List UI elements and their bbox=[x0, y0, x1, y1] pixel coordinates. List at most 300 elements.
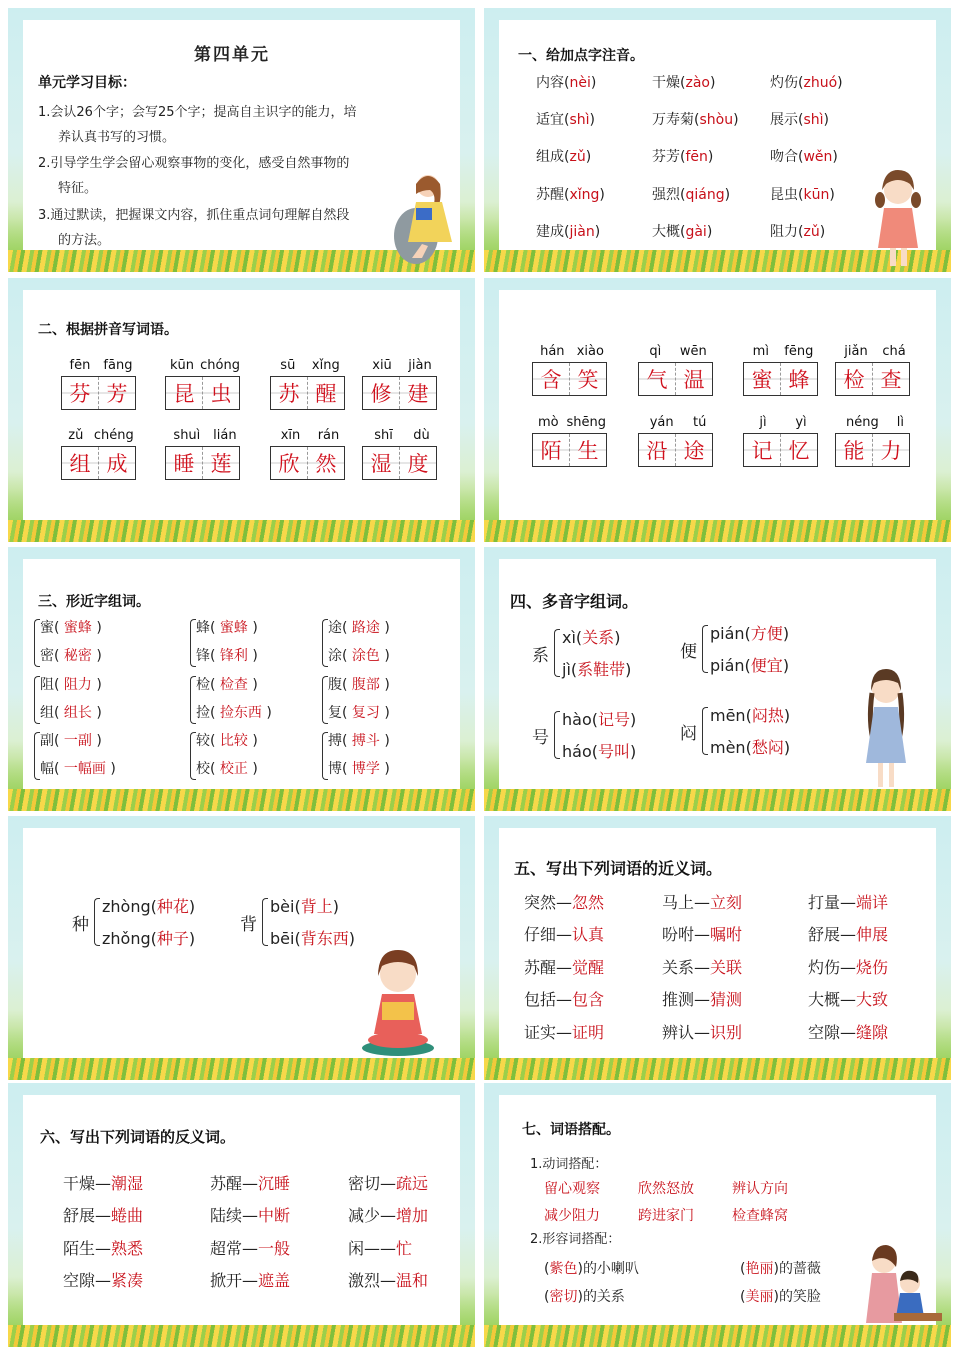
answer-word: 温和 bbox=[396, 1271, 429, 1290]
answer-word: 中断 bbox=[258, 1206, 291, 1225]
section-heading: 四、多音字组词。 bbox=[510, 592, 639, 611]
word: 内容 bbox=[536, 75, 564, 91]
word-pair bbox=[210, 1268, 290, 1291]
pinyin-label bbox=[167, 358, 243, 373]
answer-word: 密切 bbox=[549, 1289, 578, 1305]
pinyin-answer: wěn bbox=[803, 149, 833, 165]
pinyin-syllable: fēng bbox=[784, 344, 814, 359]
paren: ( bbox=[342, 761, 352, 777]
pinyin-syllable: jì bbox=[759, 415, 767, 430]
word: 大概— bbox=[808, 990, 857, 1009]
word-pair bbox=[348, 1236, 412, 1259]
goal-line: 养认真书写的习惯。 bbox=[58, 130, 176, 145]
verb-phrase: 欣然怒放 bbox=[638, 1181, 694, 1197]
paren: ) bbox=[773, 1261, 779, 1277]
grass-decoration bbox=[484, 1058, 951, 1080]
character: 阻 bbox=[40, 677, 54, 693]
paren: ( bbox=[798, 187, 804, 203]
answer-word: 端详 bbox=[856, 893, 889, 912]
answer-word: 猜测 bbox=[710, 990, 743, 1009]
answer-word: 捡东西 bbox=[219, 705, 262, 721]
paren: ( bbox=[342, 733, 352, 749]
pinyin-syllable: fāng bbox=[103, 358, 133, 373]
answer-word: 秘密 bbox=[63, 648, 92, 664]
paren: ) bbox=[91, 705, 102, 721]
word: 干燥— bbox=[63, 1174, 112, 1193]
answer-word: 立刻 bbox=[710, 893, 743, 912]
noun-phrase: 的小喇叭 bbox=[582, 1261, 639, 1277]
annotate-item bbox=[652, 109, 739, 129]
paren: ) bbox=[91, 648, 102, 664]
character: 莲 bbox=[203, 447, 239, 479]
pinyin-answer: nèi bbox=[569, 75, 591, 91]
paren: ( bbox=[680, 75, 686, 91]
paren: ( bbox=[210, 705, 220, 721]
paren: ( bbox=[544, 1289, 550, 1305]
answer-word: 忙 bbox=[396, 1239, 413, 1258]
pinyin-label bbox=[272, 358, 348, 373]
word-pair bbox=[348, 1171, 428, 1194]
pinyin-answer: gài bbox=[685, 224, 707, 240]
pinyin-answer: xǐng bbox=[569, 187, 600, 203]
character: 锋 bbox=[196, 648, 210, 664]
paren: ) bbox=[630, 742, 637, 761]
char-group-item bbox=[40, 730, 102, 750]
word: 苏醒— bbox=[524, 958, 573, 977]
paren: ( bbox=[342, 705, 352, 721]
pinyin-label bbox=[534, 344, 610, 359]
tianzige-box bbox=[165, 376, 240, 410]
word-pair bbox=[63, 1236, 143, 1259]
annotate-item bbox=[536, 184, 605, 204]
annotate-item bbox=[652, 184, 730, 204]
word-pair bbox=[348, 1268, 428, 1291]
noun-phrase: 的笑脸 bbox=[778, 1289, 821, 1305]
character: 蜂 bbox=[781, 363, 817, 395]
character: 笑 bbox=[570, 363, 606, 395]
char-group-item bbox=[196, 730, 258, 750]
paren: ) bbox=[247, 677, 258, 693]
slide-1 bbox=[8, 8, 475, 272]
pinyin-syllable: jiǎn bbox=[844, 344, 868, 359]
answer-word: 包含 bbox=[572, 990, 605, 1009]
slide-5 bbox=[8, 547, 475, 811]
annotate-item bbox=[770, 72, 843, 92]
goal-line: 2.引导学生学会留心观察事物的变化，感受自然事物的 bbox=[38, 156, 350, 171]
paren: ) bbox=[707, 149, 714, 165]
word: 仔细— bbox=[524, 925, 573, 944]
paren: ) bbox=[348, 929, 355, 948]
goal-line: 3.通过默读，把握课文内容，抓住重点词句理解自然段 bbox=[38, 208, 350, 223]
character: 涂 bbox=[328, 648, 342, 664]
tianzige-box bbox=[638, 362, 713, 396]
word: 大概 bbox=[652, 224, 680, 240]
paren: ( bbox=[564, 224, 570, 240]
char-group-item bbox=[328, 758, 390, 778]
pinyin-syllable: lì bbox=[896, 415, 904, 430]
pinyin-answer: fēn bbox=[685, 149, 708, 165]
answer-word: 蜜蜂 bbox=[63, 620, 92, 636]
tianzige-box bbox=[362, 376, 437, 410]
paren: ) bbox=[91, 677, 102, 693]
word: 证实— bbox=[524, 1023, 573, 1042]
pinyin-syllable: xiào bbox=[576, 344, 604, 359]
paren: ) bbox=[188, 929, 196, 948]
adj-phrase bbox=[740, 1286, 821, 1306]
paren: ) bbox=[379, 761, 390, 777]
word-pair bbox=[63, 1171, 143, 1194]
character: 蜜 bbox=[744, 363, 781, 395]
answer-word: 紧凑 bbox=[111, 1271, 144, 1290]
answer-word: 一副 bbox=[63, 733, 92, 749]
answer-word: 锋利 bbox=[219, 648, 248, 664]
paren: ) bbox=[594, 224, 601, 240]
paren: ) bbox=[577, 1261, 583, 1277]
answer-word: 沉睡 bbox=[258, 1174, 291, 1193]
pinyin-label bbox=[167, 428, 243, 443]
tianzige-box bbox=[835, 362, 910, 396]
character: 校 bbox=[196, 761, 210, 777]
answer-word: 伸展 bbox=[856, 925, 889, 944]
word: 吻合 bbox=[770, 149, 798, 165]
slide-7 bbox=[8, 816, 475, 1080]
tianzige-box bbox=[165, 446, 240, 480]
char-group-item bbox=[328, 730, 390, 750]
tianzige-box bbox=[835, 433, 910, 467]
answer-word: 种花 bbox=[156, 897, 189, 916]
reading-girl-illustration bbox=[386, 166, 466, 266]
paren: ) bbox=[247, 648, 258, 664]
answer-word: 号叫 bbox=[597, 742, 630, 761]
char-group-item bbox=[328, 674, 390, 694]
answer-word: 美丽 bbox=[745, 1289, 774, 1305]
paren: ) bbox=[782, 656, 790, 675]
character: 含 bbox=[533, 363, 570, 395]
pinyin: bèi bbox=[270, 897, 295, 916]
pinyin-syllable: chéng bbox=[93, 428, 134, 443]
paren: ( bbox=[564, 149, 570, 165]
pinyin-label bbox=[63, 428, 139, 443]
tianzige-box bbox=[61, 376, 136, 410]
word: 适宜 bbox=[536, 112, 564, 128]
word-pair bbox=[808, 955, 888, 978]
grass-decoration bbox=[8, 520, 475, 542]
reading-item bbox=[102, 926, 195, 949]
paren: ( bbox=[564, 187, 570, 203]
answer-word: 愁闷 bbox=[751, 738, 784, 757]
paren: ) bbox=[332, 897, 339, 916]
tianzige-box bbox=[532, 362, 607, 396]
pinyin: zhǒng bbox=[102, 929, 151, 948]
annotate-item bbox=[770, 221, 825, 241]
paren: ) bbox=[630, 710, 637, 729]
slide-3 bbox=[8, 278, 475, 542]
answer-word: 背上 bbox=[300, 897, 333, 916]
adj-phrase bbox=[544, 1286, 625, 1306]
pinyin-label bbox=[63, 358, 139, 373]
character: 捡 bbox=[196, 705, 210, 721]
pinyin-syllable: yì bbox=[795, 415, 807, 430]
bracket bbox=[94, 898, 100, 946]
character: 组 bbox=[40, 705, 54, 721]
char-group-item bbox=[40, 758, 116, 778]
paren: ( bbox=[680, 224, 686, 240]
pinyin-syllable: dù bbox=[413, 428, 430, 443]
word: 闲—— bbox=[348, 1239, 397, 1258]
answer-word: 便宜 bbox=[750, 656, 783, 675]
slide-10 bbox=[484, 1083, 951, 1347]
character: 湿 bbox=[363, 447, 400, 479]
pinyin: xì bbox=[562, 628, 576, 647]
paren: ) bbox=[733, 112, 739, 128]
word: 打量— bbox=[808, 893, 857, 912]
character: 气 bbox=[639, 363, 676, 395]
pinyin-label bbox=[640, 415, 716, 430]
answer-word: 系鞋带 bbox=[577, 660, 626, 679]
word: 陌生— bbox=[63, 1239, 112, 1258]
reading-item bbox=[710, 735, 790, 758]
pinyin-syllable: mò bbox=[537, 415, 559, 430]
paren: ) bbox=[91, 733, 102, 749]
reading-item bbox=[562, 707, 636, 730]
word: 昆虫 bbox=[770, 187, 798, 203]
character: 成 bbox=[99, 447, 135, 479]
character: 蜜 bbox=[40, 620, 54, 636]
char-group-item bbox=[196, 702, 272, 722]
word: 包括— bbox=[524, 990, 573, 1009]
pinyin: mèn bbox=[710, 738, 746, 757]
paren: ( bbox=[740, 1289, 746, 1305]
paren: ( bbox=[745, 706, 752, 725]
polyphone-char: 背 bbox=[240, 915, 257, 935]
char-group-item bbox=[40, 617, 102, 637]
pinyin-label bbox=[745, 344, 821, 359]
reading-girl-illustration bbox=[358, 946, 438, 1058]
character: 副 bbox=[40, 733, 54, 749]
annotate-item bbox=[652, 146, 713, 166]
character: 能 bbox=[836, 434, 873, 466]
pinyin-label bbox=[640, 344, 716, 359]
tianzige-box bbox=[61, 446, 136, 480]
character: 途 bbox=[676, 434, 712, 466]
annotate-item bbox=[536, 146, 591, 166]
character: 腹 bbox=[328, 677, 342, 693]
answer-word: 闷热 bbox=[751, 706, 784, 725]
paren: ( bbox=[342, 648, 352, 664]
word: 关系— bbox=[662, 958, 711, 977]
paren: ( bbox=[54, 705, 64, 721]
paren: ) bbox=[614, 628, 621, 647]
bracket bbox=[702, 707, 708, 755]
answer-word: 种子 bbox=[156, 929, 189, 948]
character: 沿 bbox=[639, 434, 676, 466]
answer-word: 蜷曲 bbox=[111, 1206, 144, 1225]
polyphone-char: 便 bbox=[680, 642, 697, 662]
answer-word: 紫色 bbox=[549, 1261, 578, 1277]
pinyin-syllable: chóng bbox=[200, 358, 240, 373]
word: 展示 bbox=[770, 112, 798, 128]
char-group-item bbox=[196, 758, 258, 778]
character: 度 bbox=[400, 447, 436, 479]
paren: ( bbox=[54, 761, 64, 777]
bracket bbox=[262, 898, 268, 946]
character: 力 bbox=[873, 434, 909, 466]
paren: ( bbox=[591, 710, 598, 729]
word-pair bbox=[210, 1171, 290, 1194]
pinyin-label bbox=[745, 415, 821, 430]
answer-word: 搏斗 bbox=[351, 733, 380, 749]
paren: ( bbox=[210, 733, 220, 749]
paren: ) bbox=[91, 620, 102, 636]
character: 记 bbox=[744, 434, 781, 466]
paren: ) bbox=[837, 75, 843, 91]
tianzige-box bbox=[638, 433, 713, 467]
paren: ) bbox=[379, 620, 390, 636]
annotate-item bbox=[536, 72, 596, 92]
goal-heading: 单元学习目标： bbox=[38, 75, 136, 91]
paren: ( bbox=[342, 677, 352, 693]
section-heading: 五、写出下列词语的近义词。 bbox=[514, 859, 723, 878]
pinyin-syllable: zǔ bbox=[68, 428, 84, 443]
paren: ) bbox=[261, 705, 272, 721]
annotate-item bbox=[770, 184, 835, 204]
char-group-item bbox=[40, 645, 102, 665]
paren: ) bbox=[829, 187, 835, 203]
answer-word: 烧伤 bbox=[856, 958, 889, 977]
character: 生 bbox=[570, 434, 606, 466]
pinyin: pián bbox=[710, 656, 745, 675]
character: 幅 bbox=[40, 761, 54, 777]
answer-word: 觉醒 bbox=[572, 958, 605, 977]
paren: ) bbox=[783, 706, 791, 725]
answer-word: 路途 bbox=[351, 620, 380, 636]
paren: ( bbox=[680, 187, 686, 203]
paren: ) bbox=[724, 187, 731, 203]
pinyin: mēn bbox=[710, 706, 746, 725]
pinyin: bēi bbox=[270, 929, 295, 948]
char-group-item bbox=[328, 617, 390, 637]
slide-card bbox=[499, 290, 936, 520]
paren: ) bbox=[783, 738, 791, 757]
paren: ( bbox=[740, 1261, 746, 1277]
answer-word: 嘱咐 bbox=[710, 925, 743, 944]
answer-word: 一幅画 bbox=[63, 761, 106, 777]
word: 超常— bbox=[210, 1239, 259, 1258]
paren: ( bbox=[570, 660, 578, 679]
character: 虫 bbox=[203, 377, 239, 409]
char-group-item bbox=[40, 702, 102, 722]
pinyin-syllable: jiàn bbox=[408, 358, 432, 373]
paren: ( bbox=[54, 620, 64, 636]
word-pair bbox=[662, 1020, 742, 1043]
paren: ( bbox=[210, 648, 220, 664]
slide-8 bbox=[484, 816, 951, 1080]
polyphone-char: 系 bbox=[532, 646, 549, 666]
answer-word: 遮盖 bbox=[258, 1271, 291, 1290]
goal-line: 1.会认26个字；会写25个字；提高自主识字的能力，培 bbox=[38, 105, 357, 120]
paren: ( bbox=[150, 897, 157, 916]
section-heading: 一、给加点字注音。 bbox=[518, 48, 644, 64]
pinyin-answer: shì bbox=[803, 112, 824, 128]
pinyin-answer: zào bbox=[685, 75, 710, 91]
pinyin-answer: zǔ bbox=[803, 224, 820, 240]
adj-phrase bbox=[544, 1258, 639, 1278]
pinyin-syllable: lián bbox=[213, 428, 237, 443]
reading-item bbox=[710, 653, 789, 676]
word: 组成 bbox=[536, 149, 564, 165]
paren: ) bbox=[577, 1289, 583, 1305]
character: 然 bbox=[308, 447, 344, 479]
answer-word: 蜜蜂 bbox=[219, 620, 248, 636]
noun-phrase: 的关系 bbox=[582, 1289, 625, 1305]
grass-decoration bbox=[8, 1058, 475, 1080]
word: 强烈 bbox=[652, 187, 680, 203]
paren: ) bbox=[823, 112, 829, 128]
word: 激烈— bbox=[348, 1271, 397, 1290]
word: 灼伤 bbox=[770, 75, 798, 91]
polyphone-char: 号 bbox=[532, 728, 549, 748]
reading-item bbox=[562, 657, 631, 680]
answer-word: 潮湿 bbox=[111, 1174, 144, 1193]
word: 空隙— bbox=[808, 1023, 857, 1042]
answer-word: 艳丽 bbox=[745, 1261, 774, 1277]
answer-word: 忽然 bbox=[572, 893, 605, 912]
word: 阻力 bbox=[770, 224, 798, 240]
word-pair bbox=[210, 1236, 290, 1259]
subheading: 2.形容词搭配： bbox=[530, 1232, 621, 1247]
paren: ) bbox=[247, 620, 258, 636]
character: 苏 bbox=[271, 377, 308, 409]
slide-9 bbox=[8, 1083, 475, 1347]
pinyin-answer: qiáng bbox=[685, 187, 725, 203]
answer-word: 腹部 bbox=[351, 677, 380, 693]
paren: ) bbox=[585, 149, 592, 165]
word-pair bbox=[662, 987, 742, 1010]
paren: ) bbox=[625, 660, 632, 679]
adj-phrase bbox=[740, 1258, 821, 1278]
word-pair bbox=[662, 890, 742, 913]
paren: ( bbox=[575, 628, 583, 647]
character: 修 bbox=[363, 377, 400, 409]
pinyin-syllable: shuì bbox=[173, 428, 201, 443]
paren: ) bbox=[773, 1289, 779, 1305]
character: 复 bbox=[328, 705, 342, 721]
verb-phrase: 检查蜂窝 bbox=[732, 1208, 788, 1224]
paren: ( bbox=[342, 620, 352, 636]
reading-item bbox=[562, 739, 636, 762]
answer-word: 增加 bbox=[396, 1206, 429, 1225]
goal-line: 特征。 bbox=[58, 181, 98, 196]
paren: ( bbox=[210, 761, 220, 777]
reading-item bbox=[710, 703, 790, 726]
word: 掀开— bbox=[210, 1271, 259, 1290]
polyphone-char: 闷 bbox=[680, 724, 697, 744]
noun-phrase: 的蔷薇 bbox=[778, 1261, 821, 1277]
paren: ) bbox=[706, 224, 713, 240]
answer-word: 疏远 bbox=[396, 1174, 429, 1193]
character: 博 bbox=[328, 761, 342, 777]
answer-word: 证明 bbox=[572, 1023, 605, 1042]
paren: ( bbox=[54, 648, 64, 664]
paren: ) bbox=[819, 224, 826, 240]
pinyin-syllable: fēn bbox=[69, 358, 91, 373]
reading-item bbox=[102, 894, 195, 917]
word-pair bbox=[524, 922, 604, 945]
tianzige-box bbox=[743, 362, 818, 396]
slide-6 bbox=[484, 547, 951, 811]
word-pair bbox=[808, 987, 888, 1010]
paren: ) bbox=[832, 149, 838, 165]
